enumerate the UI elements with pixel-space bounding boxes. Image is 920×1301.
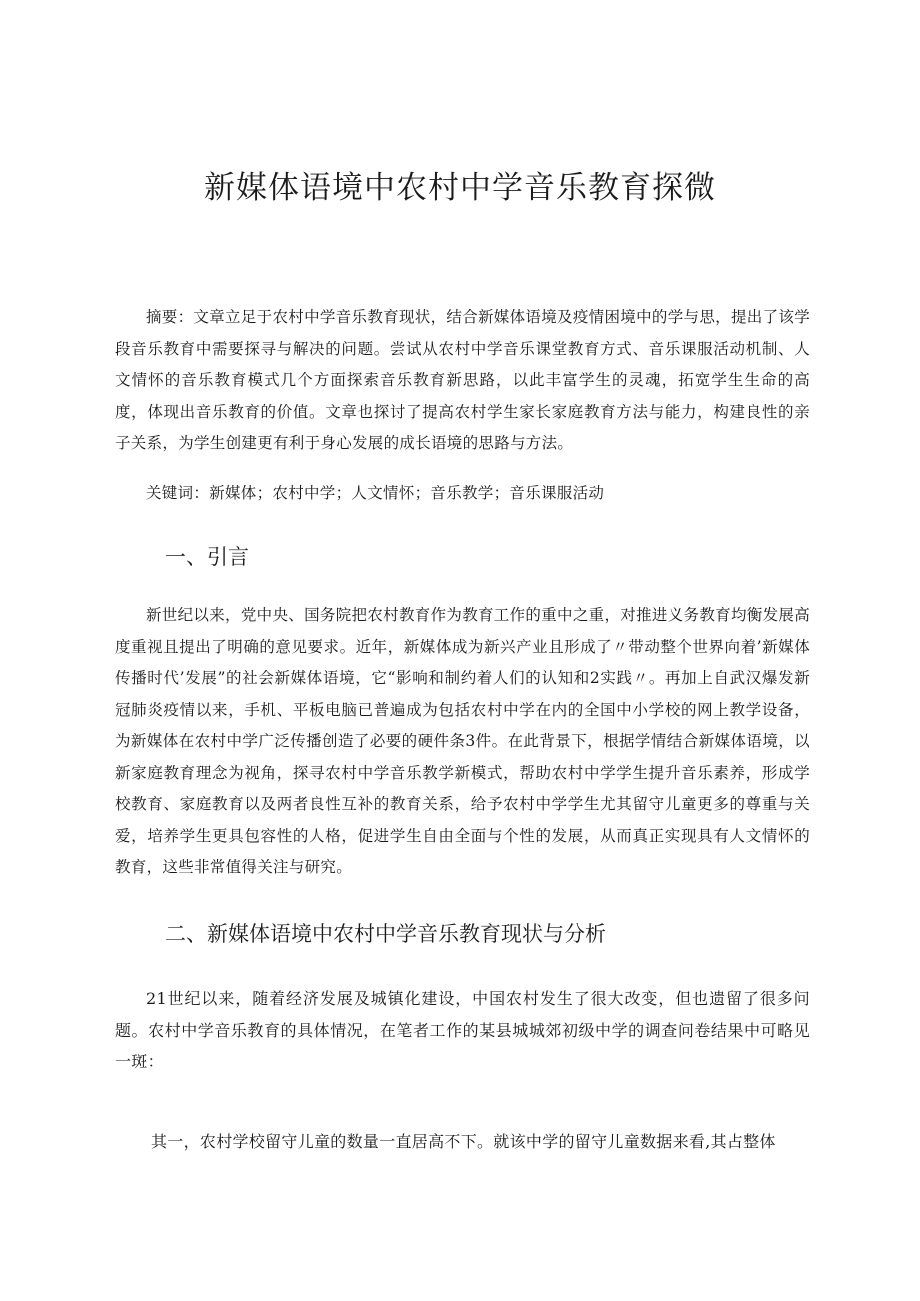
keywords-line: 关键词：新媒体；农村中学；人文情怀；音乐教学；音乐课服活动	[146, 484, 605, 502]
status-analysis-paragraph: 21世纪以来，随着经济发展及城镇化建设，中国农村发生了很大改变，但也遗留了很多问题。农村中学音乐教育的具体情况，在笔者工作的某县城城郊初级中学的调查问卷结果中可略见一斑：	[115, 989, 810, 1071]
abstract-paragraph: 摘要：文章立足于农村中学音乐教育现状，结合新媒体语境及疫情困境中的学与思，提出了该学段音乐教育中需要探寻与解决的问题。尝试从农村中学音乐课堂教育方式、音乐课服活动机制、人文情怀的音乐教育模式几个方面探索音乐教育新思路，以此丰富学生的灵魂，拓宽学生生命的高度，体现出音乐教育的价值。文章也探讨了提高农村学生家长家庭教育方法与能力，构建良性的亲子关系，为学生创建更有利于身心发展的成长语境的思路与方法。	[115, 308, 810, 452]
introduction-paragraph: 新世纪以来，党中央、国务院把农村教育作为教育工作的重中之重，对推进义务教育均衡发展高度重视且提出了明确的意见要求。近年，新媒体成为新兴产业且形成了〃带动整个世界向着’新媒体传播时代’发展”的社会新媒体语境，它“影响和制约着人们的认知和2实践〃。再加上自武汉爆发新冠肺炎疫情以来，手机、平板电脑已普遍成为包括农村中学在内的全国中小学校的网上教学设备，为新媒体在农村中学广泛传播创造了必要的硬件条3件。在此背景下，根据学情结合新媒体语境，以新家庭教育理念为视角，探寻农村中学音乐教学新模式，帮助农村中学学生提升音乐素养，形成学校教育、家庭教育以及两者良性互补的教育关系，给予农村中学学生尤其留守儿童更多的尊重与关爱，培养学生更具包容性的人格，促进学生自由全面与个性的发展，从而真正实现具有人文情怀的教育，这些非常值得关注与研究。	[115, 606, 810, 876]
document-title: 新媒体语境中农村中学音乐教育探微	[204, 170, 716, 206]
first-point-paragraph: 其一，农村学校留守儿童的数量一直居高不下。就该中学的留守儿童数据来看,其占整体	[151, 1132, 776, 1151]
section-heading-introduction: 一、引言	[165, 545, 249, 569]
section-heading-status-analysis: 二、新媒体语境中农村中学音乐教育现状与分析	[165, 922, 606, 946]
